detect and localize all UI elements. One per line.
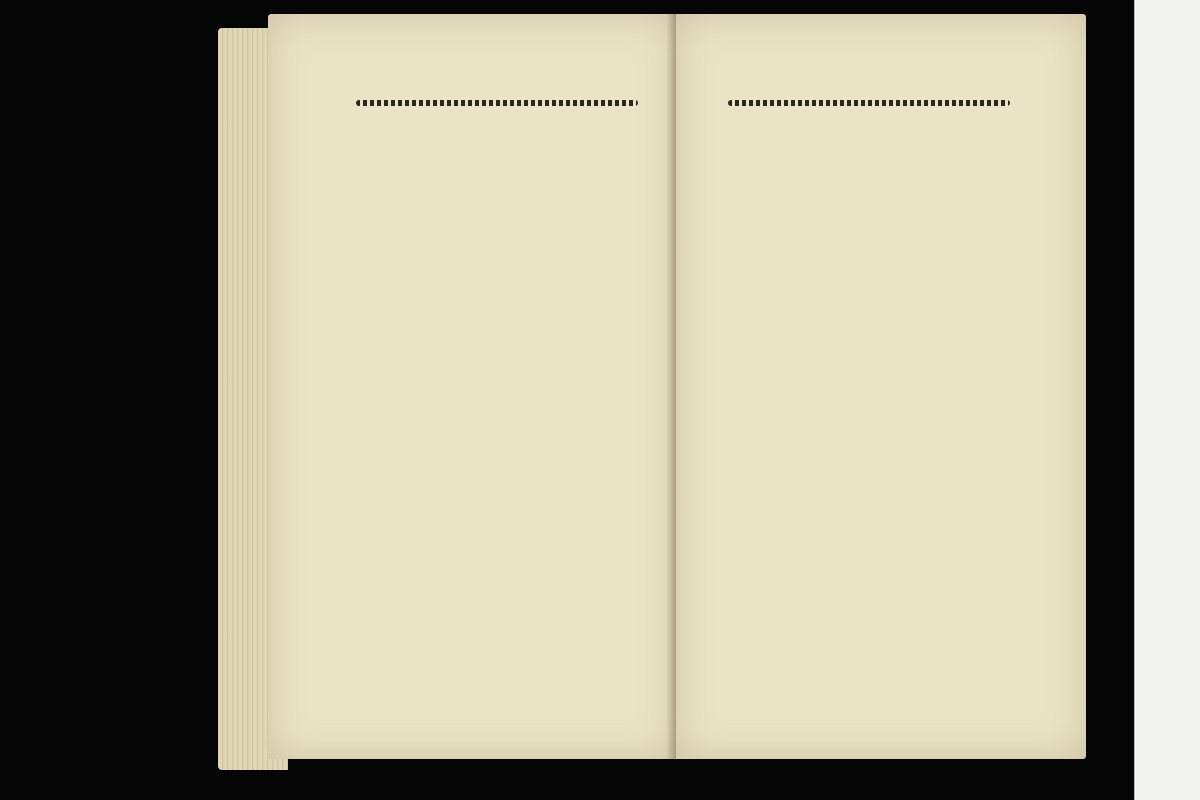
- right-running-head: [768, 74, 1058, 98]
- left-running-head: [358, 74, 648, 98]
- right-ornamental-rule: [728, 100, 1010, 106]
- left-ornamental-rule: [356, 100, 638, 106]
- left-page: [268, 14, 676, 759]
- right-page: [676, 14, 1086, 759]
- measurement-ruler: [1134, 0, 1200, 800]
